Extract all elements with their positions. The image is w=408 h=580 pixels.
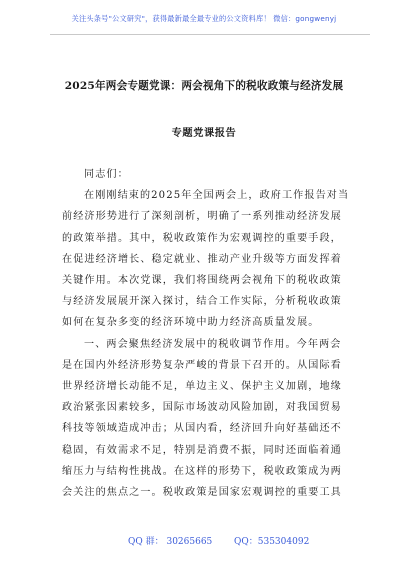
body-line: 的政策举措。其中，税收政策作为宏观调控的重要手段， <box>62 232 342 244</box>
document-body <box>62 164 362 503</box>
body-line: 科技等领域造成冲击；从国内看，经济回升向好基础还不 <box>62 423 342 435</box>
document-subtitle: 专题党课报告 <box>171 127 237 139</box>
document-title: 2025年两会专题党课：两会视角下的税收政策与经济发展 <box>64 80 344 92</box>
body-line: 政治紧张因素较多，国际市场波动风险加剧，对我国贸易 <box>62 402 342 414</box>
body-line: 关键作用。本次党课，我们将围绕两会视角下的税收政策 <box>62 275 342 287</box>
body-line: 缩压力与结构性挑战。在这样的形势下，税收政策成为两 <box>62 465 342 477</box>
footer <box>0 534 408 548</box>
header-note: 关注头条号"公文研究"，获得最新最全最专业的公文资料库！ 微信：gongwenyj <box>71 14 337 23</box>
body-line: 会关注的焦点之一。税收政策是国家宏观调控的重要工具 <box>62 487 342 499</box>
body-line: 与经济发展展开深入探讨，结合工作实际，分析税收政策 <box>62 296 342 308</box>
body-line: 稳固，有效需求不足，特别是消费不振，同时还面临着通 <box>62 444 342 456</box>
salutation: 同志们： <box>84 169 129 180</box>
body-line: 世界经济增长动能不足，单边主义、保护主义加剧，地缘 <box>62 381 342 393</box>
footer-qq-contact: QQ：535304092 <box>234 537 310 547</box>
header-divider <box>50 34 370 35</box>
body-line: 在刚刚结束的2025年全国两会上，政府工作报告对当 <box>84 190 350 202</box>
body-line: 一、两会聚焦经济发展中的税收调节作用。今年两会 <box>84 338 342 350</box>
body-line: 是在国内外经济形势复杂严峻的背景下召开的。从国际看 <box>62 359 342 371</box>
body-line: 在促进经济增长、稳定就业、推动产业升级等方面发挥着 <box>62 253 342 265</box>
body-line: 如何在复杂多变的经济环境中助力经济高质量发展。 <box>62 317 320 329</box>
body-line: 前经济形势进行了深刻剖析，明确了一系列推动经济发展 <box>62 211 342 223</box>
footer-qq-group: QQ 群： 30265665 <box>128 537 213 547</box>
